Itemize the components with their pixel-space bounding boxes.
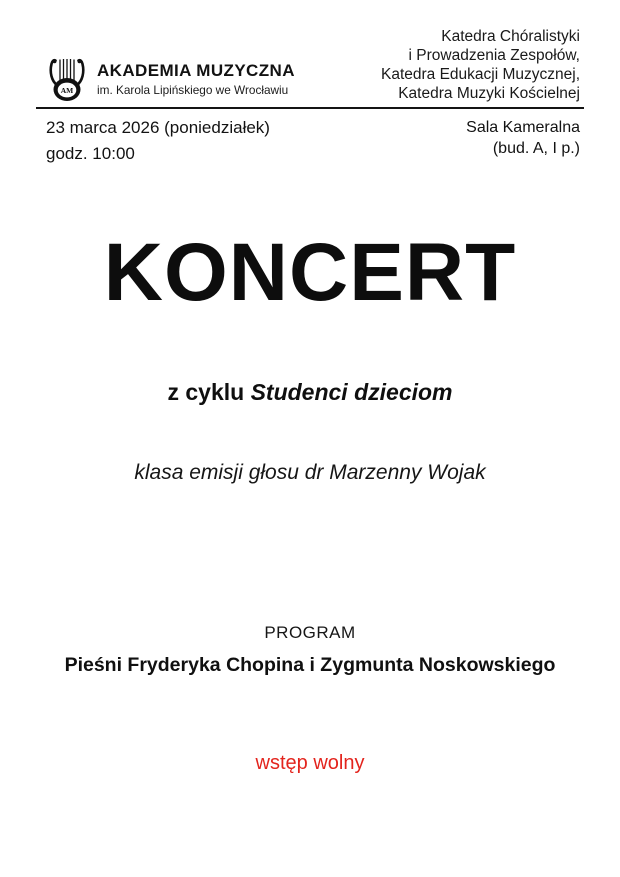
academy-logo	[46, 56, 295, 102]
event-venue	[466, 117, 580, 159]
series-line	[0, 379, 620, 406]
free-admission-note: wstęp wolny	[255, 752, 365, 774]
venue-name: Sala Kameralna	[466, 119, 580, 136]
event-date: 23 marca 2026 (poniedziałek)	[46, 118, 270, 137]
academy-name: AKADEMIA MUZYCZNA	[97, 61, 295, 80]
event-time: godz. 10:00	[46, 144, 135, 163]
venue-detail: (bud. A, I p.)	[492, 140, 580, 157]
academy-subtitle: im. Karola Lipińskiego we Wrocławiu	[97, 83, 289, 97]
voice-class-line: klasa emisji głosu dr Marzenny Wojak	[134, 461, 486, 484]
concert-title: KONCERT	[103, 227, 517, 318]
series-prefix: z cyklu	[167, 379, 251, 405]
department-line: Katedra Muzyki Kościelnej	[398, 85, 580, 102]
department-line: Katedra Edukacji Muzycznej,	[380, 66, 580, 83]
header-divider	[36, 107, 584, 109]
event-datetime	[46, 115, 270, 167]
logo-monogram: AM	[60, 86, 74, 95]
department-list	[381, 27, 580, 103]
lyre-icon	[46, 56, 88, 102]
department-line: Katedra Chóralistyki	[441, 28, 580, 45]
program-heading: PROGRAM	[264, 623, 356, 642]
program-description: Pieśni Fryderyka Chopina i Zygmunta Noskowskiego	[64, 654, 556, 676]
academy-logo-text	[97, 61, 295, 97]
series-name: Studenci dzieciom	[250, 379, 453, 405]
department-line: i Prowadzenia Zespołów,	[408, 47, 580, 64]
